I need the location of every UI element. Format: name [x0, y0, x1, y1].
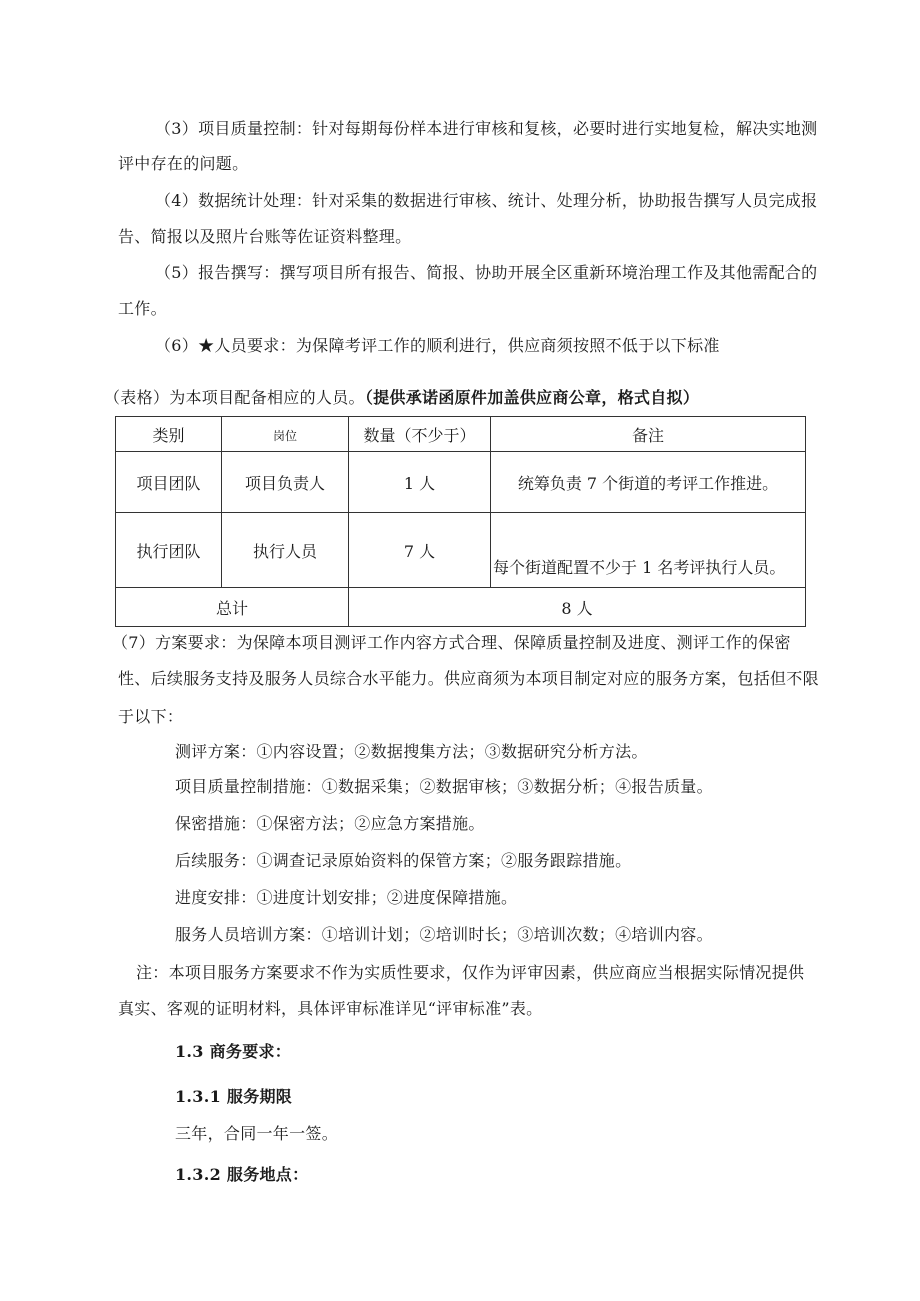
plan-line-2: 性、后续服务支持及服务人员综合水平能力。供应商须为本项目制定对应的服务方案，包括但不限	[118, 669, 819, 688]
paragraph-6-bold-note: （提供承诺函原件加盖供应商公章，格式自拟）	[364, 388, 700, 407]
header-role: 岗位	[222, 417, 349, 452]
table-row	[116, 452, 806, 513]
cell-role: 执行人员	[222, 513, 349, 588]
plan-item: 项目质量控制措施：①数据采集；②数据审核；③数据分析；④报告质量。	[175, 777, 713, 796]
plan-item: 服务人员培训方案：①培训计划；②培训时长；③培训次数；④培训内容。	[175, 925, 713, 944]
paragraph-5-line-2: 工作。	[118, 299, 167, 318]
paragraph-5-line-1: （5）报告撰写：撰写项目所有报告、简报、协助开展全区重新环境治理工作及其他需配合的	[155, 263, 818, 282]
cell-count: 1 人	[349, 452, 491, 513]
table-row	[116, 513, 806, 588]
plan-line-3: 于以下：	[118, 707, 184, 726]
cell-total-label: 总计	[116, 588, 349, 627]
cell-note	[491, 513, 806, 588]
section-heading-1-3-1: 1.3.1 服务期限	[175, 1087, 293, 1106]
note-line-2: 真实、客观的证明材料，具体评审标准详见“评审标准”表。	[118, 999, 543, 1018]
note-line-1: 注：本项目服务方案要求不作为实质性要求，仅作为评审因素，供应商应当根据实际情况提供	[136, 963, 805, 982]
header-note: 备注	[491, 417, 806, 452]
cell-note-text: 每个街道配置不少于 1 名考评执行人员。	[493, 558, 786, 577]
cell-total-value: 8 人	[349, 588, 806, 627]
cell-note: 统筹负责 7 个街道的考评工作推进。	[491, 452, 806, 513]
paragraph-4-line-2: 告、简报以及照片台账等佐证资料整理。	[118, 227, 412, 246]
plan-item: 测评方案：①内容设置；②数据搜集方法；③数据研究分析方法。	[175, 742, 648, 761]
plan-item: 保密措施：①保密方法；②应急方案措施。	[175, 814, 485, 833]
table-header-row	[116, 417, 806, 452]
cell-category: 执行团队	[116, 513, 222, 588]
section-heading-1-3: 1.3 商务要求：	[175, 1042, 292, 1061]
plan-line-1: （7）方案要求：为保障本项目测评工作内容方式合理、保障质量控制及进度、测评工作的保密	[112, 633, 791, 652]
header-count: 数量（不少于）	[349, 417, 491, 452]
plan-item: 进度安排：①进度计划安排；②进度保障措施。	[175, 888, 518, 907]
section-heading-1-3-2: 1.3.2 服务地点：	[175, 1165, 309, 1184]
plan-item: 后续服务：①调查记录原始资料的保管方案；②服务跟踪措施。	[175, 851, 632, 870]
staffing-table	[115, 416, 806, 627]
paragraph-6-line-1: （6）★人员要求：为保障考评工作的顺利进行，供应商须按照不低于以下标准	[155, 336, 720, 355]
paragraph-3-line-2: 评中存在的问题。	[118, 154, 249, 173]
paragraph-6-line-2	[104, 386, 699, 410]
paragraph-6-text: （表格）为本项目配备相应的人员。	[104, 388, 365, 407]
paragraph-3-line-1: （3）项目质量控制：针对每期每份样本进行审核和复核，必要时进行实地复检，解决实地测	[155, 119, 818, 138]
paragraph-4-line-1: （4）数据统计处理：针对采集的数据进行审核、统计、处理分析，协助报告撰写人员完成报	[155, 191, 818, 210]
cell-category: 项目团队	[116, 452, 222, 513]
cell-count: 7 人	[349, 513, 491, 588]
table-total-row	[116, 588, 806, 627]
header-category: 类别	[116, 417, 222, 452]
section-1-3-1-body: 三年，合同一年一签。	[175, 1124, 339, 1143]
cell-role: 项目负责人	[222, 452, 349, 513]
